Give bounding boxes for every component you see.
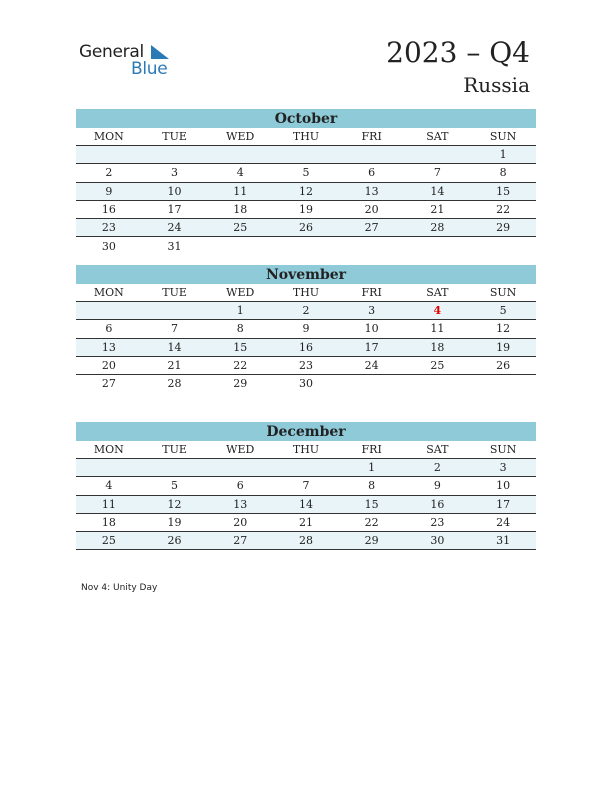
day-cell: [339, 375, 405, 393]
day-cell: 19: [142, 513, 208, 531]
day-cell: 3: [142, 164, 208, 182]
day-cell: 16: [76, 200, 142, 218]
day-cell: 25: [405, 356, 471, 374]
day-cell: 2: [76, 164, 142, 182]
day-cell: 26: [273, 219, 339, 237]
day-cell: [470, 237, 536, 255]
weekday-header: WED: [207, 441, 273, 459]
day-cell: 4: [207, 164, 273, 182]
weekday-header: THU: [273, 284, 339, 302]
day-cell: 26: [470, 356, 536, 374]
day-cell: 28: [405, 219, 471, 237]
day-cell: [273, 459, 339, 477]
day-cell: 12: [470, 320, 536, 338]
week-row: [76, 164, 536, 182]
day-cell: 13: [339, 182, 405, 200]
day-cell: 2: [273, 302, 339, 320]
day-cell: 15: [470, 182, 536, 200]
week-row: [76, 237, 536, 255]
week-row: [76, 356, 536, 374]
day-cell: 2: [405, 459, 471, 477]
day-cell: 17: [470, 495, 536, 513]
day-cell: 30: [101, 239, 116, 253]
week-row: [76, 146, 536, 164]
day-cell: 25: [207, 219, 273, 237]
week-row: [76, 182, 536, 200]
day-cell: 18: [76, 513, 142, 531]
month-grid: [76, 441, 536, 550]
day-cell: 1: [207, 302, 273, 320]
weekday-header: SUN: [470, 128, 536, 146]
day-cell: 11: [405, 320, 471, 338]
day-cell: 19: [273, 200, 339, 218]
day-cell: 4: [76, 477, 142, 495]
day-cell: 7: [273, 477, 339, 495]
day-cell: 14: [405, 182, 471, 200]
weekday-header: THU: [273, 441, 339, 459]
day-cell: [405, 146, 471, 164]
day-cell: [470, 375, 536, 393]
month-header: November: [76, 265, 536, 284]
day-cell: 17: [339, 338, 405, 356]
day-cell: 20: [339, 200, 405, 218]
day-cell: [142, 146, 208, 164]
holiday-note: Nov 4: Unity Day: [81, 583, 158, 593]
day-cell: [76, 459, 142, 477]
weekday-header: SAT: [405, 441, 471, 459]
week-row: [76, 200, 536, 218]
week-row: [76, 477, 536, 495]
day-cell: 30: [298, 377, 313, 391]
weekday-header: MON: [76, 441, 142, 459]
day-cell: 10: [142, 182, 208, 200]
day-cell: [207, 237, 273, 255]
day-cell: [405, 375, 471, 393]
day-cell: 5: [273, 164, 339, 182]
month-calendar: [76, 109, 536, 255]
logo-blue-text: Blue: [131, 59, 168, 79]
day-cell: [142, 302, 208, 320]
day-cell: [76, 302, 142, 320]
day-cell: 8: [207, 320, 273, 338]
day-cell: 18: [207, 200, 273, 218]
day-cell: 6: [207, 477, 273, 495]
week-row: [76, 320, 536, 338]
day-cell: 25: [76, 532, 142, 550]
day-cell: 14: [273, 495, 339, 513]
day-cell: [76, 146, 142, 164]
day-cell: 27: [339, 219, 405, 237]
weekday-header: SUN: [470, 441, 536, 459]
day-cell: 23: [76, 219, 142, 237]
day-cell: 29: [470, 219, 536, 237]
day-cell: 6: [339, 164, 405, 182]
day-cell: 9: [273, 320, 339, 338]
day-cell: 23: [405, 513, 471, 531]
day-cell: 23: [273, 356, 339, 374]
day-cell: [273, 237, 339, 255]
day-cell: 13: [207, 495, 273, 513]
week-row: [76, 532, 536, 550]
day-cell: 24: [339, 356, 405, 374]
weekday-header: THU: [273, 128, 339, 146]
day-cell: 7: [142, 320, 208, 338]
day-cell: 1: [339, 459, 405, 477]
day-cell: 15: [207, 338, 273, 356]
day-cell: [142, 459, 208, 477]
day-cell: 1: [470, 146, 536, 164]
day-cell: 20: [76, 356, 142, 374]
day-cell: 27: [207, 532, 273, 550]
day-cell: 30: [405, 532, 471, 550]
weekday-header: TUE: [142, 284, 208, 302]
day-cell: 10: [470, 477, 536, 495]
day-cell: 3: [470, 459, 536, 477]
logo-general-text: General: [79, 42, 144, 62]
weekday-header: MON: [76, 128, 142, 146]
day-cell: [207, 146, 273, 164]
weekday-header: FRI: [339, 441, 405, 459]
day-cell: 9: [405, 477, 471, 495]
day-cell: 4: [405, 302, 471, 320]
week-row: [76, 338, 536, 356]
day-cell: 12: [142, 495, 208, 513]
day-cell: 27: [101, 377, 116, 391]
day-cell: 8: [470, 164, 536, 182]
day-cell: 18: [405, 338, 471, 356]
day-cell: 9: [76, 182, 142, 200]
month-calendar: [76, 422, 536, 550]
day-cell: 21: [405, 200, 471, 218]
weekday-header: FRI: [339, 284, 405, 302]
day-cell: [339, 146, 405, 164]
weekday-header: WED: [207, 284, 273, 302]
day-cell: 17: [142, 200, 208, 218]
weekday-header: SAT: [405, 284, 471, 302]
day-cell: 11: [207, 182, 273, 200]
page-title: 2023 – Q4: [386, 36, 530, 69]
day-cell: 29: [339, 532, 405, 550]
day-cell: 31: [167, 239, 182, 253]
day-cell: 8: [339, 477, 405, 495]
weekday-header: TUE: [142, 128, 208, 146]
day-cell: 19: [470, 338, 536, 356]
day-cell: 5: [470, 302, 536, 320]
day-cell: 15: [339, 495, 405, 513]
week-row: [76, 459, 536, 477]
day-cell: 28: [273, 532, 339, 550]
day-cell: 20: [207, 513, 273, 531]
day-cell: [273, 146, 339, 164]
week-row: [76, 513, 536, 531]
weekday-header: WED: [207, 128, 273, 146]
day-cell: 22: [207, 356, 273, 374]
day-cell: 5: [142, 477, 208, 495]
month-calendar: [76, 265, 536, 392]
day-cell: 22: [339, 513, 405, 531]
week-row: [76, 219, 536, 237]
weekday-header: SUN: [470, 284, 536, 302]
week-row: [76, 302, 536, 320]
weekday-header: SAT: [405, 128, 471, 146]
day-cell: 21: [142, 356, 208, 374]
week-row: [76, 495, 536, 513]
weekday-header: MON: [76, 284, 142, 302]
month-grid: [76, 128, 536, 255]
day-cell: 6: [76, 320, 142, 338]
weekday-header: TUE: [142, 441, 208, 459]
day-cell: 22: [470, 200, 536, 218]
day-cell: 10: [339, 320, 405, 338]
day-cell: 3: [339, 302, 405, 320]
day-cell: 12: [273, 182, 339, 200]
day-cell: 31: [470, 532, 536, 550]
day-cell: 29: [233, 377, 248, 391]
day-cell: 28: [167, 377, 182, 391]
day-cell: 13: [76, 338, 142, 356]
day-cell: 24: [470, 513, 536, 531]
day-cell: 16: [405, 495, 471, 513]
week-row: [76, 375, 536, 393]
day-cell: [207, 459, 273, 477]
country-label: Russia: [463, 73, 530, 97]
day-cell: 16: [273, 338, 339, 356]
day-cell: 26: [142, 532, 208, 550]
day-cell: 24: [142, 219, 208, 237]
logo: [79, 42, 179, 78]
day-cell: [405, 237, 471, 255]
month-grid: [76, 284, 536, 392]
month-header: October: [76, 109, 536, 128]
day-cell: 11: [76, 495, 142, 513]
weekday-header: FRI: [339, 128, 405, 146]
month-header: December: [76, 422, 536, 441]
day-cell: 7: [405, 164, 471, 182]
day-cell: 14: [142, 338, 208, 356]
day-cell: [339, 237, 405, 255]
day-cell: 21: [273, 513, 339, 531]
